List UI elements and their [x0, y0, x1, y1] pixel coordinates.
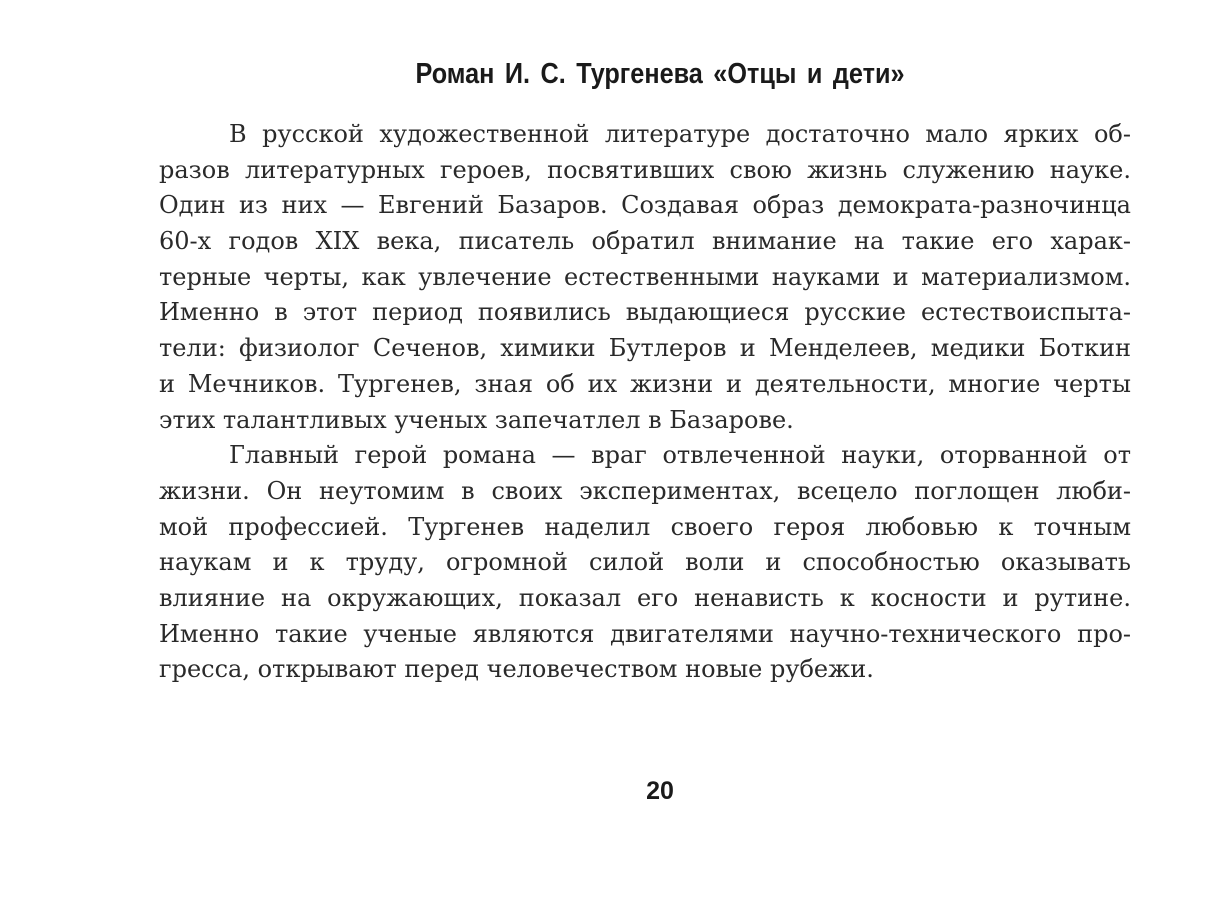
text-line: разов литературных героев, посвятивших свою жизнь служению науке.	[159, 155, 1131, 184]
body-text	[159, 117, 1131, 688]
chapter-title: Роман И. С. Тургенева «Отцы и дети»	[415, 58, 905, 90]
text-line: и Мечников. Тургенев, зная об их жизни и деятельности, многие черты	[159, 369, 1131, 398]
text-line: этих талантливых ученых запечатлел в Базарове.	[159, 405, 794, 434]
text-line: 60-х годов XIX века, писатель обратил внимание на такие его харак-	[159, 227, 1131, 256]
text-line: Главный герой романа — враг отвлеченной науки, оторванной от	[229, 441, 1131, 470]
text-line: Один из них — Евгений Базаров. Создавая образ демократа-разночинца	[159, 191, 1131, 220]
text-line: В русской художественной литературе достаточно мало ярких об-	[229, 120, 1131, 148]
text-line: жизни. Он неутомим в своих экспериментах, всецело поглощен люби-	[159, 476, 1131, 505]
paragraph-1	[159, 117, 1131, 438]
text-line: гресса, открывают перед человечеством новые рубежи.	[159, 655, 874, 684]
text-line: мой профессией. Тургенев наделил своего героя любовью к точным	[159, 512, 1131, 541]
text-line: тели: физиолог Сеченов, химики Бутлеров и Менделеев, медики Боткин	[159, 334, 1131, 363]
text-line: влияние на окружающих, показал его ненависть к косности и рутине.	[159, 583, 1131, 612]
text-line: Именно в этот период появились выдающиеся русские естествоиспыта-	[159, 298, 1131, 327]
page-number: 20	[646, 777, 674, 805]
text-line: Именно такие ученые являются двигателями научно-технического про-	[159, 619, 1131, 648]
paragraph-2	[159, 438, 1131, 688]
text-line: наукам и к труду, огромной силой воли и способностью оказывать	[159, 548, 1131, 577]
text-line: терные черты, как увлечение естественными науками и материализмом.	[159, 262, 1131, 291]
